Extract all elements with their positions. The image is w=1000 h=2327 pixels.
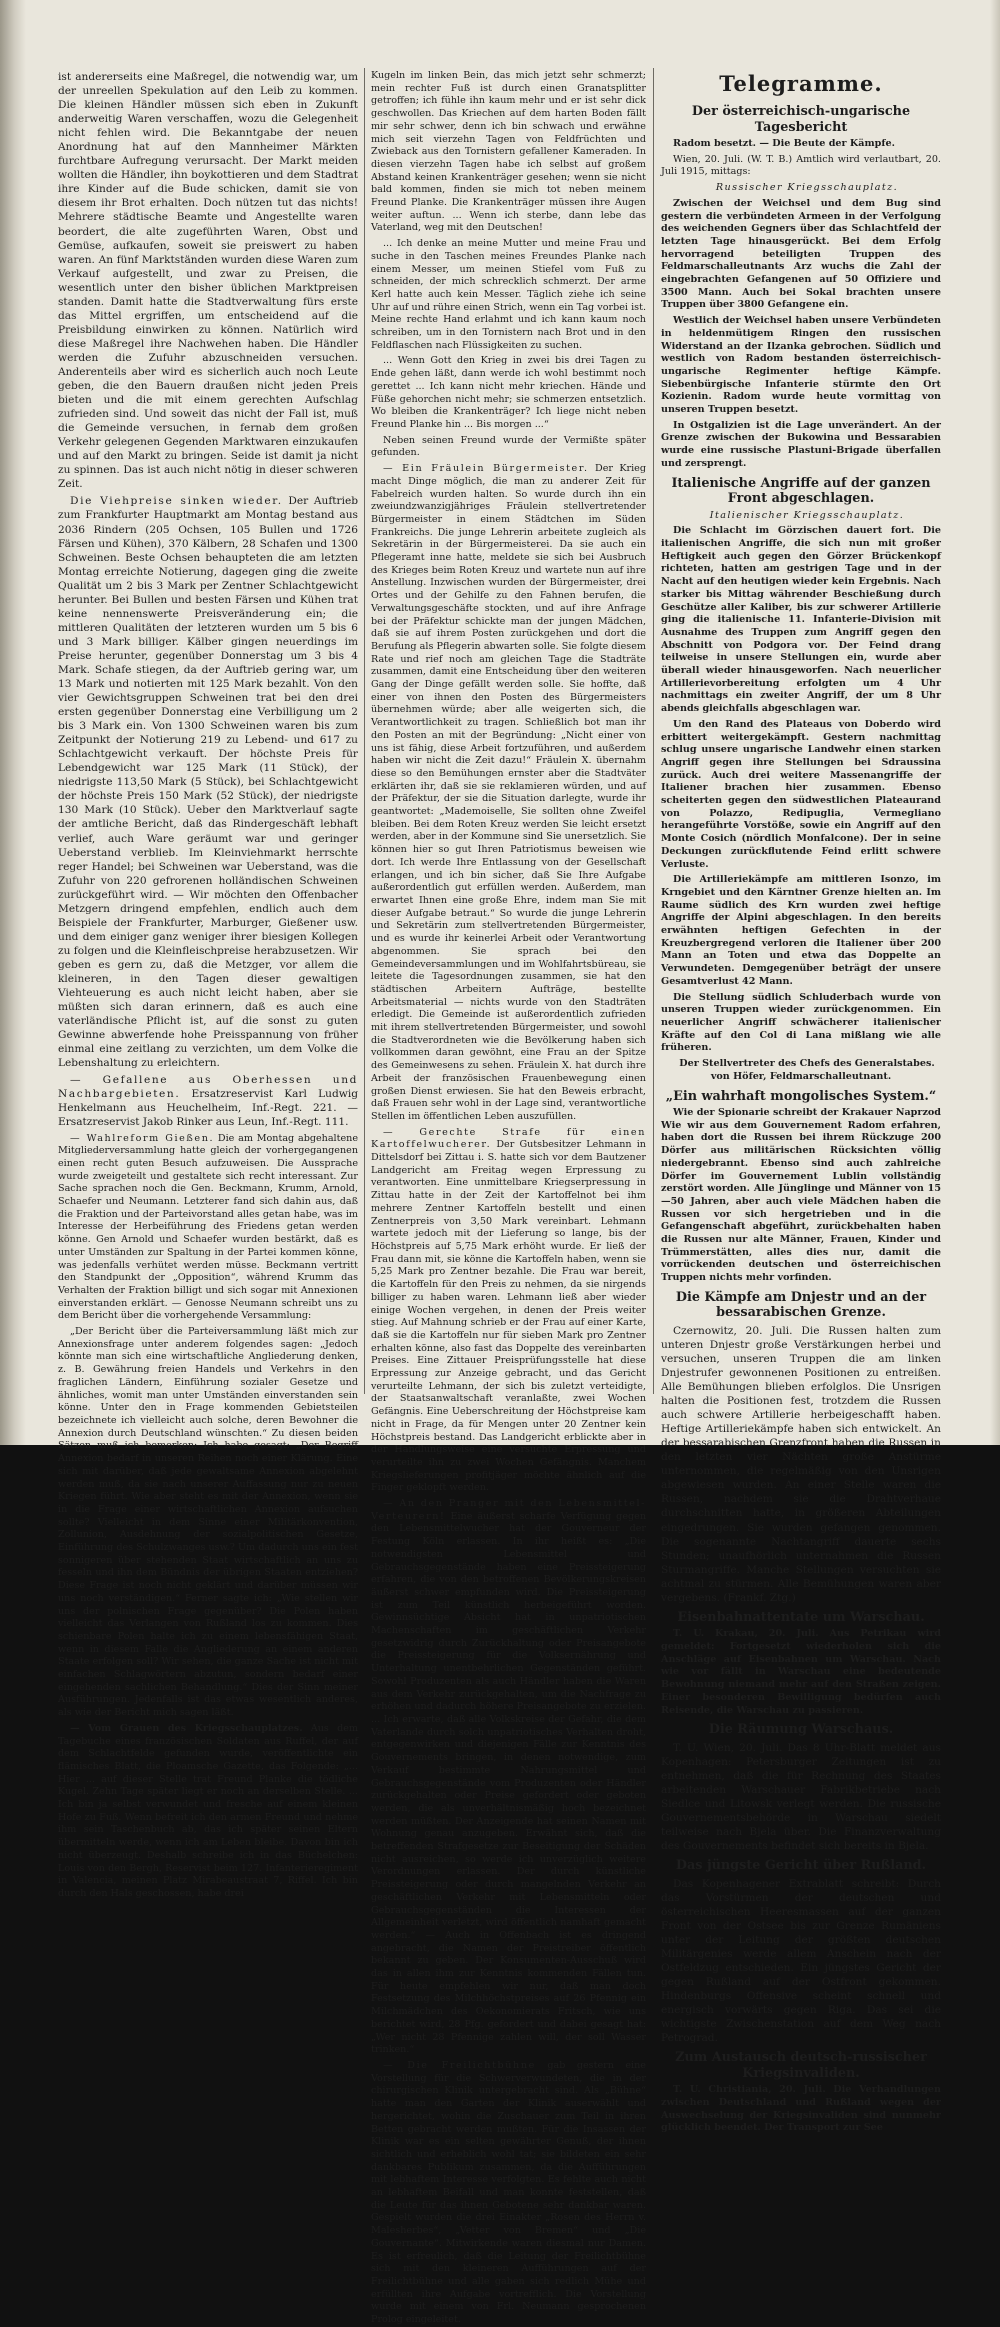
article-text: ... Wenn Gott den Krieg in zwei bis drei Tagen zu Ende gehen läßt, dann werde ich wohl bestimmt noch gerettet ... Ich kann nicht mehr kriechen. Hände und Füße gehorchen nicht mehr; sie schmerzen entsetzlich. Wo bleiben die Krankenträger? Ich liege nicht neben Freund Planke hin ... Bis morgen ...“ bbox=[371, 355, 646, 430]
article-text: Das Kopenhagener Extrablatt schreibt: Durch das Vorstürmen der deutschen und österreichischen Heeresmassen auf der ganzen Front von der Ostsee bis zur Grenze Rumäniens unter der Leitung der größten deutschen Militärgenies werde allem Anschein nach der Ostfeldzug entschieden. Ein jüngstes Gericht der gegen Rußland auf der Ostfront gekommen. Hindenburgs Offensive scheint schnell und energisch vorwärts gegen Riga. Das sei die wichtigste Zwischenstation auf dem Weg nach Petrograd. bbox=[661, 1877, 941, 2045]
article-kriegsschauplatz bbox=[58, 1723, 358, 1901]
article-text: Eine äußerst scharfe Verfügung gegen den Lebensmittelwucher hat der Gouverneur der Festung Köln erlassen. In ihr heißt es: „Die notwendigsten Lebensmittel und Gebrauchsgegenstände haben eine Preissteigerung erfahren, die von den betroffenen Bevölkerungskreisen äußerst schwer empfunden wird. Die Preissteigerung ist zum Teil künstlich herbeigeführt worden. Gewinnsüchtige Absicht hat in unpatriotischen Machenschaften im geschäftlichen Verkehr gesetzwidrig durch Zurückhaltung oder Preisangebote die Preissteigerung für die Volksernährung und Unterhaltung unentbehrlichen Gegenständen geführt. Sowohl Produzenten als auch Händler haben die Waren aus dem Verkehr zurückgehalten, um die Nachfrage zu erhöhen und dadurch höhere Preisangebote zu erzielen. ... Ich erwarte, daß alle Volkskreise der Gefahr, die dem Vaterlande durch solch unpatriotisches Verhalten droht, entgegenwirken und diejenigen Fälle zur Kenntnis des Gouvernements bringen, in denen notwendige, zum Verkauf bestimmte Nahrungsmittel und Gebrauchsgegenstände vom Produzenten oder Händler zurückgehalten oder Preise gefordert oder geboten werden, die als unverhältnismäßig hoch bezeichnet werden müßten. Der Anzeigende hat seinen Namen mit Wohnung genau anzugeben. Erwähnt sich, daß die betreffenden Strafgesetze zur Beseitigung der Schäden nicht ausreichen, so werde ich unverzüglich weitere Verordnungen erlassen. Der durch künstliche Preissteigerung oder durch mangelnden Verkehr an geschäftlichen Verkehr mit Lebensmitteln oder Gebrauchsgegenständen die Interessen der Allgemeinheit verletzt, wird öffentlich namhaft gemacht werden.“ — Auch in Offenbach ist es dringend angebracht, die Namen der Preistreiber öffentlich bekannt zu geben. Der Konsumenten-Ausschuß wird das in allen ihm zur Kenntnis kommenden Fällen tun. Für heute empfehlen wir nur, daß man doch Festsetzung des Milchhöchstpreises auf 26 Pfennig ein Milchmädchen des Oekonomierats Fritsch, wie uns berichtet wird, 28 Pfg. gefordert und dabei gesagt hat: „Wer nicht 28 Pfennige zahlen will, der soll Wasser trinken.“ bbox=[371, 1510, 646, 2056]
page-fold-shadow bbox=[0, 0, 26, 1445]
signature-line: Der Stellvertreter des Chefs des Generalstabes. von Höfer, Feldmarschalleutnant. bbox=[679, 1058, 935, 1082]
article-lead: — Gefallene aus Oberhessen und Nachbargebieten. bbox=[58, 1074, 358, 1101]
headline: Das jüngste Gericht über Rußland. bbox=[675, 1858, 927, 1874]
headline: Der österreichisch-ungarische Tagesbericht bbox=[691, 104, 911, 135]
article-text: Aus dem Tagebuche eines französischen Soldaten aus Ruffel, der auf dem Schlachtfelde gefunden wurde, veröffentlichte ein flämisches Blatt, die Ploamsche Gazette, das Folgende: „... Hier ... auf dieser Stelle trat Freund Planke die tödliche Kugel. Zehn Tage später liegt er noch an derselben Stelle. ... Ich bin ja selbst verwundet und fresche auf einem kleinen Hofe zu Fuß. Wenn befreit ich den armen Freund und nehme ihm sein Taschenbuch ab, das ich später seinen Eltern übermitteln werde, wenn ich am Leben bleibe. Davon bin ich nicht überzeugt. Deshalb schreibe ich in das Büchelchen: Louis von den Bergh, Reservist beim 127. Infanterieregiment in Valencia, meinen Platz Mirabeaustraat 7, Riffel. Ich bin durch den Hals geschossen, habe drei bbox=[58, 1722, 358, 1899]
article-text: ist andererseits eine Maßregel, die notwendig war, um der unreellen Spekulation auf den Leib zu kommen. Die kleinen Händler müssen sich eben in Zukunft anderweitig Waren verschaffen, wozu die Gelegenheit nicht fehlen wird. Die Bekanntgabe der neuen Anordnung hat auf den Mannheimer Märkten furchtbare Aufregung verursacht. Der Markt meiden wollten die Händler, ihn boykottieren und dem Stadtrat ihre Kinder auf die Bude schicken, damit sie von diesem ihr Brot erhalten. Doch nützen tut das nichts! Mehrere städtische Beamte und Angestellte waren beordert, die alte zugeführten Waren, Obst und Gemüse, aufkaufen, soweit sie preiswert zu haben waren. An fünf Marktständen wurden diese Waren zum Verkauf aufgestellt, und zwar zu Preisen, die wesentlich unter den bisher üblichen Marktpreisen standen. Damit hatte die Stadtverwaltung fürs erste das Mittel ergriffen, um entscheidend auf die Preisbildung einwirken zu können. Natürlich wird diese Maßregel ihre Nachwehen haben. Die Händler werden die Zufuhr abzuschneiden versuchen. Anderenteils aber wird es sicherlich auch noch Leute geben, die den Bauern draußen nicht jeden Preis bieten und die mit einem gerechten Aufschlag zufrieden sind. Und soweit das nicht der Fall ist, muß die Gemeinde versuchen, in fernab dem großen Verkehr gelegenen Gegenden Marktwaren einzukaufen und auf den Markt zu bringen. Seide ist damit ja nicht zu spinnen. Das ist auch nicht nötig in dieser schweren Zeit. bbox=[58, 71, 358, 491]
article-lead: — An den Pranger mit den Lebensmittel-Verteurern! bbox=[371, 1498, 646, 1522]
column-rule bbox=[364, 68, 365, 1394]
headline: Die Räumung Warschaus. bbox=[708, 1722, 894, 1738]
section-title: Telegramme. bbox=[719, 71, 883, 96]
article-text: Westlich der Weichsel haben unsere Verbündeten in heldenmütigem Ringen den russischen Widerstand an der Ilzanka gebrochen. Südlich und westlich von Radom bestanden österreichisch-ungarische Regimenter heftige Kämpfe. Siebenbürgische Infanterie stürmte den Ort Kozienin. Radom wurde heute vormittag von unseren Truppen besetzt. bbox=[661, 315, 941, 416]
article-lead: — Ein Fräulein Bürgermeister. bbox=[383, 463, 589, 475]
article-viehpreise bbox=[58, 494, 358, 1070]
section-subtitle: Russischer Kriegsschauplatz. bbox=[715, 182, 899, 194]
article-text: Kugeln im linken Bein, das mich jetzt sehr schmerzt; mein rechter Fuß ist durch einen Granatsplitter getroffen; ich fühle ihn kaum mehr und er ist sehr dick geschwollen. Das Kriechen auf dem harten Boden fällt mir sehr schwer, denn ich bin schwach und erwähne mich seit vierzehn Tagen von Feldfrüchten und Zwieback aus den Tornistern gefallener Kameraden. In diesen vierzehn Tagen habe ich selbst auf großem Abstand keinen Krankenträger gesehen; wenn sie nicht bald kommen, finden sie mich tot neben meinem Freund Planke. Die Krankenträger müssen ihre Augen weiter auftun. ... Wenn ich sterbe, dann lebe das Vaterland, weg mit den Deutschen! bbox=[371, 70, 646, 234]
article-freilichtbuehne bbox=[371, 2060, 646, 2327]
article-text: Ersatzreservist Karl Ludwig Henkelmann aus Heuchelheim, Inf.-Regt. 221. — Ersatzreservist Jakob Rinker aus Leun, Inf.-Regt. 111. bbox=[58, 1088, 358, 1129]
headline: Eisenbahnattentate um Warschau. bbox=[677, 1609, 925, 1625]
article-text: Die am Montag abgehaltene Mitgliederversammlung hatte gleich der vorhergegangenen einen recht guten Besuch aufzuweisen. Die Aussprache wurde zweigeteilt und gestaltete sich recht interessant. Zur Sache sprachen noch die Gen. Beckmann, Krumm, Arnold, Schaefer und Neumann. Letzterer fand sich dahin aus, daß die Fraktion und der Parteivorstand alles getan habe, was im Interesse der Herbeiführung des Friedens getan werden könne. Gen Arnold und Schaefer wurden bestärkt, daß es unter Umständen zur Spaltung in der Partei kommen könne, was jedenfalls verhütet werden müsse. Beckmann vertritt den Standpunkt der „Opposition“, während Krumm das Verhalten der Fraktion billigt und sich sogar mit Annexionen einverstanden erklärt. — Genosse Neumann schreibt uns zu dem Bericht über die vorhergehende Versammlung: bbox=[58, 1132, 359, 1322]
article-text: Wie der Spionarie schreibt der Krakauer Naprzod Wie wir aus dem Gouvernement Radom erfahren, haben dort die Russen bei ihrem Rückzuge 200 Dörfer aus militärischen Rücksichten völlig niedergebrannt. Ebenso sind auch zahlreiche Dörfer im Gouvernement Lublin vollständig zerstört worden. Alle Jünglinge und Männer von 15—50 Jahren, aber auch viele Mädchen haben die Russen vor sich hergetrieben und in die Gefangenschaft abgeführt, zurückbehalten haben die Russen nur alte Männer, Frauen, Kinder und Trümmerstätten, alles dies nur, damit die vorrückenden deutschen und österreichischen Truppen nichts mehr vorfinden. bbox=[661, 1107, 941, 1284]
headline: Zum Austausch deutsch-russischer Kriegsinvaliden. bbox=[675, 2050, 927, 2081]
headline: Die Kämpfe am Dnjestr und an der bessarabischen Grenze. bbox=[675, 1289, 927, 1321]
article-text: Der Auftrieb zum Frankfurter Hauptmarkt am Montag bestand aus 2036 Rindern (205 Ochsen, 105 Bullen und 1726 Färsen und Kühen), 370 Kälbern, 28 Schafen und 1300 Schweinen. Beste Ochsen behaupteten die am letzten Montag erreichte Notierung, dagegen ging die zweite Qualität um 2 bis 3 Mark per Zentner Schlachtgewicht herunter. Bei Bullen und besten Färsen und Kühen trat keine nennenswerte Preisveränderung ein; die mittleren Qualitäten der letzteren wurden um 5 bis 6 und 3 Mark billiger. Kälber gingen neuerdings im Preise herunter, gegenüber Donnerstag um 3 bis 4 Mark. Schafe stiegen, da der Auftrieb gering war, um 13 Mark und notierten mit 125 Mark bezahlt. Von den vier Gewichtsgruppen Schweinen trat bei den drei ersten gegenüber Donnerstag eine Verbilligung um 2 bis 3 Mark ein. Von 1300 Schweinen waren bis zum Zeitpunkt der Notierung 219 zu Lebend- und 617 zu Schlachtgewicht verkauft. Der höchste Preis für Lebendgewicht war 125 Mark (11 Stück), der niedrigste 113,50 Mark (5 Stück), bei Schlachtgewicht der höchste Preis 150 Mark (52 Stück), der niedrigste 130 Mark (10 Stück). Ueber den Marktverlauf sagte der amtliche Bericht, daß das Rindergeschäft lebhaft verlief, auch Ware geräumt war und geringer Ueberstand verblieb. Im Kleinviehmarkt herrschte reger Handel; bei Schweinen war Ueberstand, was die Zufuhr von 220 gefrorenen holländischen Schweinen zurückgeführt wird. — Wir möchten den Offenbacher Metzgern dringend empfehlen, endlich auch dem Beispiele der Frankfurter, Marburger, Gießener usw. und dem einiger ganz weniger ihrer biesigen Kollegen zu folgen und die Kleinfleischpreise herabzusetzen. Wir geben es gern zu, daß die Metzger, vor allem die kleineren, in den Tagen dieser gewaltigen Viehteuerung es auch nicht leicht haben, aber sie müßten sich daran erinnern, daß es auch eine vaterländische Pflicht ist, auf die sonst zu guten Gewinne abwerfende hohe Preisspannung von früher einmal eine zeitlang zu verzichten, um dem Volke die Lebenshaltung zu erleichtern. bbox=[58, 495, 359, 1070]
article-text: T. U. Christiania, 20. Juli. Die Verhandlungen zwischen Deutschland und Rußland wegen der Auswechselung der Kriegsinvaliden sind nunmehr glücklich beendet. Der Transport zur See bbox=[661, 2084, 941, 2134]
article-lead: — Vom Grauen des Kriegsschauplatzes. bbox=[70, 1722, 303, 1734]
article-buergermeister bbox=[371, 463, 646, 1124]
headline: Italienische Angriffe auf der ganzen Front abgeschlagen. bbox=[671, 475, 931, 507]
article-text: „Der Bericht über die Parteiversammlung läßt mich zur Annexionsfrage unter anderem folgendes sagen: „Jedoch könnte man sich eine wirtschaftliche Angliederung denken, z. B. Gewährung freien Handels und Verkehrs in den fraglichen Ländern, Einführung sozialer Gesetze und ähnliches, womit man unter Umständen einverstanden sein könne. Unter den in Frage kommenden Gebietsteilen bezeichnete ich vielleicht auch solche, deren Bewohner die Annexion durch Deutschland wünschten.“ Zu diesen beiden Sätzen muß ich bemerken: Ich habe gesagt: „Der Begriff Annexion bedarf in unseren Reihen noch einer Klärung. Eine sich mit darüber, daß jede gewaltsame Annexion abgelehnt werden muß, da sie nach unserer Auffassung nur zu neuen Kriegen führt. Wie aber steht es mit der Annexion, wenn sie in die Frage einer wirtschaftlichen Annexion aufsuchen sollte? Vielleicht in dem Sinne einer Militärkonvention, Zollunion, Ausdehnung der sozialpolitischen Gesetze, Einführung des Schulzwanges usw.? Um dadurch uns ein fest sonnigeren über stehenden Staat wirtschaftlich an uns zu fesseln und ihn dem Bündnis der übrigen Staaten entziehen? Diese Frage ist noch nicht geklärt und darüber müssen wir uns noch verständigen.“ Ferner sagte ich: „Wie stellen wir uns der polnischen Frage gegenüber? Die Polen haben vielleicht das Verlangen von Rußland los zu kommen. Dies schienbare Polen halte ich zu einem lebensfähigen Staat, wenn in diesem Falle die Angliederung an einem anderen Staate erfolgen soll? Wir sehen, die ganze Sache ist nicht mit einfachen Schlagwörtern abzutun, sondern bedarf einer eingehenden sachlichen Behandlung.“ Dies der Sinn meiner Ausführungen. Jedenfalls ist das etwas wesentlich anderes, als wie der Bericht mich sagen läßt. bbox=[58, 1326, 358, 1719]
headline: „Ein wahrhaft mongolisches System.“ bbox=[665, 1088, 937, 1104]
article-pranger bbox=[371, 1498, 646, 2057]
article-text: ... Ich denke an meine Mutter und meine Frau und suche in den Taschen meines Freundes Planke nach einem Messer, um meinen Stiefel vom Fuß zu schneiden, der mich schrecklich schmerzt. Der arme Kerl hatte auch kein Messer. Täglich ziehe ich seine Uhr auf und rühre einen Strich, wenn ein Tag vorbei ist. Meine rechte Hand erlahmt und ich kann kaum noch schreiben, um in den Tornistern nach Brot und in den Feldflaschen nach Flüssigkeiten zu suchen. bbox=[371, 238, 646, 351]
dateline: Wien, 20. Juli. (W. T. B.) Amtlich wird verlautbart, 20. Juli 1915, mittags: bbox=[661, 153, 941, 178]
article-text: Die Stellung südlich Schluderbach wurde von unseren Truppen wieder zurückgenommen. Ein neuerlicher Angriff schwächerer italienischer Kräfte auf den Col di Lana mißlang wie alle früheren. bbox=[661, 991, 941, 1054]
column-middle bbox=[371, 70, 646, 2326]
article-text: In Ostgalizien ist die Lage unverändert. An der Grenze zwischen der Bukowina und Bessarabien wurde eine russische Plastuni-Brigade überfallen und zersprengt. bbox=[661, 419, 941, 469]
article-kartoffelwucherer bbox=[371, 1127, 646, 1495]
article-text: Der Krieg macht Dinge möglich, die man zu anderer Zeit für Fabelreich wurden halten. So wurde durch ihn ein zweiundzwanzigjähriges Fräulein stellvertretender Bürgermeister in einem Städtchen im Süden Frankreichs. Die junge Lehrerin arbeitete zugleich als Sekretärin in der Bürgermeisterei. Da sie auch ein Pflegeramt inne hatte, meldete sie sich bei Ausbruch des Krieges beim Roten Kreuz und wartete nun auf ihre Anstellung. Inzwischen wurden der Bürgermeister, drei Ortes und der Gehilfe zu den Fahnen berufen, die Verwaltungsgeschäfte stockten, und auf ihre Anfrage bei der Präfektur schickte man der jungen Mädchen, daß sie auf ihrem Posten zurückgehen und dort die Berufung als Pflegerin abwarten solle. Sie folgte diesem Rate und rief noch am gleichen Tage die Stadträte zusammen, damit eine Entscheidung über den weiteren Gang der Dinge gefällt werden solle. Sie hoffte, daß einer von ihnen den Posten des Bürgermeisters übernehmen würde; aber alle weigerten sich, die Verantwortlichkeit zu tragen. Schließlich bot man ihr den Posten an mit der Begründung: „Nicht einer von uns ist fähig, diese Arbeit fortzuführen, und außerdem haben wir nicht die Zeit dazu!“ Fräulein X. übernahm diese so den Bemühungen ernster aber die Stadtväter erklärten ihr, daß sie sie reklamieren würden, und auf der Präfektur, der sie die Situation darlegte, wurde ihr geantwortet: „Mademoiselle, Sie sollten ohne Zweifel bleiben. Bei dem Roten Kreuz werden Sie leicht ersetzt werden, aber in der Kommune sind Sie unersetzlich. Sie können hier so gut Ihren Patriotismus beweisen wie dort. Ich werde Ihre Entlassung von der Gesellschaft erlangen, und ich bin sicher, daß Sie Ihre Aufgabe außerordentlich gut erfüllen werden. Außerdem, man erwartet Ihnen eine große Ehre, indem man Sie mit dieser Aufgabe betraut.“ So wurde die junge Lehrerin und Sekretärin zum stellvertretenden Bürgermeister, und es wurde ihr keinerlei Arbeit oder Verantwortung abgenommen. Sie sprach bei den Gemeindeversammlungen und im Wohlfahrtsbüreau, sie leitete die Tagesordnungen zusammen, sie hat den städtischen Arbeitern Aufträge, bestellte Arbeitsmaterial — nichts wurde von den Stadträten erledigt. Die Gemeinde ist außerordentlich zufrieden mit ihrem stellvertretenden Bürgermeister, und sowohl die Stadtverordneten wie die Bevölkerung haben sich vollkommen daran gewöhnt, eine Frau an der Spitze des Gemeinwesens zu sehen. Fräulein X. hat durch ihre Arbeit der französischen Frauenbewegung einen großen Dienst erwiesen. Sie hat den Beweis erbracht, daß Frauen sehr wohl in der Lage sind, verantwortliche Stellen im öffentlichen Leben auszufüllen. bbox=[371, 463, 646, 1122]
article-lead: Die Viehpreise sinken wieder. bbox=[70, 495, 283, 508]
article-text: T. U. Wien, 20. Juli. Das 8 Uhr-Blatt meldet aus Kopenhagen: Petersburger Zeitungen ist zu entnehmen, daß die für Rechnung des Staates arbeitenden Warschauer Fabrikbetriebe nach Siedlce und Litowsk verlegt werden. Die russische Gouvernementsbehörde in Warschau siedelt teilweise nach Bjela über. Die Finanzverwaltung des Gouvernements befindet sich bereits in Bjela. bbox=[661, 1741, 941, 1853]
article-text: Czernowitz, 20. Juli. Die Russen halten zum unteren Dnjestr große Verstärkungen herbei und versuchen, unseren Truppen die am linken Dnjestrufer gewonnenen Positionen zu entreißen. Alle Bemühungen blieben erfolglos. Die Unsrigen halten die Positionen fest, trotzdem die Russen auch schwere Artillerie herbeigeschafft haben. Heftige Artilleriekämpfe haben sich entwickelt. An der bessarabischen Grenzfront haben die Russen in den letzten vier Nächten große Anstürme unternommen, die regelmäßig von den Unsrigen abgewiesen wurden. An einer Stelle waren die Russen, nachdem sie die Drahtverhaue durchschnitten hatte, in größeren Abteilungen eingedrungen. Sie wurden gefangen genommen. Die sogenannte Nachtangriff dauerte sechs Stunden; unaufhörlich unternahmen die Russen Sturmangriffe. Manche Stellungen versuchten sie achtmal zu stürmen. Alle Bemühungen waren aber vergebens. (Frankf. Ztg.) bbox=[661, 1324, 941, 1604]
article-lead: — Die Freilichtbühne bbox=[383, 2059, 536, 2071]
article-text: Neben seinen Freund wurde der Vermißte später gefunden. bbox=[371, 434, 646, 459]
article-text: Der Gutsbesitzer Lehmann in Dittelsdorf bei Zittau i. S. hatte sich vor dem Bautzener Landgericht am Freitag wegen Erpressung zu verantworten. Eine unmittelbare Kriegserpressung in Zittau hatte in der Zeit der Kartoffelnot bei ihm mehrere Zentner Kartoffeln bestellt und einen Zentnerpreis von 3,50 Mark vereinbart. Lehmann wartete jedoch mit der Lieferung so lange, bis der Höchstpreis auf 5,75 Mark erhöht wurde. Er ließ der Frau dann mit, sie könne die Kartoffeln haben, wenn sie 5,25 Mark pro Zentner bezahle. Die Frau war bereit, die Kartoffeln für den Preis zu nehmen, da sie nirgends billiger zu haben waren. Lehmann ließ aber wieder einige Wochen vergehen, in denen der Preis weiter stieg. Auf Mahnung schrieb er der Frau auf einer Karte, daß sie die Kartoffeln nur für sieben Mark pro Zentner erhalten könne, also fast das Doppelte des vereinbarten Preises. Eine Zittauer Preisprüfungsstelle hat diese Erpressung zur Anzeige gebracht, und das Gericht verurteilte Lehmann, der sich bis zuletzt verteidigte, der Staatsanwaltschaft veranlaßte, zwei Wochen Gefängnis. Eine Ueberschreitung der Höchstpreise kam nicht in Frage, da für Mengen unter 20 Zentner kein Höchstpreis bestand. Das Landgericht erblickte aber in der Handlungsweise eine versuchte Erpressung und verurteilte ihn zu zwei Wochen Gefängnis. Manchem Kriegslieferungen profitjäger möchte ähnlich auf die Finger geklopft werden. bbox=[371, 1139, 646, 1494]
section-subtitle: Italienischer Kriegsschauplatz. bbox=[709, 509, 905, 521]
article-gefallene bbox=[58, 1073, 358, 1129]
article-lead: — Wahlreform Gießen. bbox=[70, 1132, 215, 1144]
article-lead: — Gerechte Strafe für einen Kartoffelwucherer. bbox=[371, 1126, 646, 1151]
subheadline: Radom besetzt. — Die Beute der Kämpfe. bbox=[673, 138, 895, 149]
column-rule bbox=[653, 68, 654, 1394]
page-edge bbox=[990, 0, 1000, 1445]
article-wahlreform bbox=[58, 1133, 358, 1324]
article-text: Um den Rand des Plateaus von Doberdo wird erbittert weitergekämpft. Gestern nachmittag schlug unsere ungarische Landwehr einen starken Angriff gegen ihre Stellungen bei Sdraussina zurück. Auch drei weitere Massenangriffe der Italiener brachen hier zusammen. Ebenso scheiterten gegen den südwestlichen Plateaurand von Polazzo, Redipuglia, Vermegliano herangeführte Vorstöße, sowie ein Angriff auf den Monte Cosich (nördlich Monfalcone). Der in seine Deckungen zurückflutende Feind erlitt schwere Verluste. bbox=[661, 718, 941, 870]
article-text: Zwischen der Weichsel und dem Bug sind gestern die verbündeten Armeen in der Verfolgung des weichenden Gegners über das Schlachtfeld der letzten Tage hinausgerückt. Bei dem Erfolg hervorragend beteiligten Truppen des Feldmarschalleutnants Arz wuchs die Zahl der eingebrachten Gefangenen auf 50 Offiziere und 3500 Mann. Auch bei Sokal brachten unsere Truppen über 3800 Gefangene ein. bbox=[661, 197, 941, 311]
column-left bbox=[58, 70, 359, 1899]
article-text: gab gestern eine Vorstellung für die Schwerverwundeten, die in der chirurgischen Klinik untergebracht sind. Als „Bühne“ hatte man den Garten der Klinik auserwählt und hergerichtet, wohin die Zuschauer zum Teil in ihren Betten gebracht werden mußten. Für die Insassen der Klinik war es ein selten gewährter Genuß, der ihnen sichtlich und erheblich wohl tat; sie bildeten ein sehr dankbares Publikum zusammen, da die Aufführungen mit lebhaftem Interesse verfolgten. Es fehlte auch nicht an lebhaftem Beifall und man konnte feststellen, daß die Leute für das ihnen Gebotene sehr dankbar waren. Gespielt wurden die drei Einakter „Rosen des Herrn v. Malesherbes“, „Vetter von Bremen“ und „Die Gouvernante“. Mitwirkende waren diesmal nur Damen. Es ist erfreulich, daß die Leitung der Freilichtbühne sich mit den kleineren Aufführungen auf der Freilichtbühne und alle gaben sich redlich Mühe und erfüllten ihre Aufgabe vortrefflich. Die Vorstellung wurde mit einem von Frl. Neumann gesprochenen Prolog eingeleitet. bbox=[371, 2059, 646, 2326]
article-text: Die Schlacht im Görzischen dauert fort. Die italienischen Angriffe, die sich nun mit großer Heftigkeit auch gegen den Görzer Brückenkopf richteten, hatten am gestrigen Tage und in der Nacht auf den heutigen wieder kein Ergebnis. Nach starker bis Mittag währender Beschießung durch Geschütze aller Kaliber, bis zur schwerer Artillerie ging die italienische 11. Infanterie-Division mit Ausnahme des Truppen zum Angriff gegen den Abschnitt von Podgora vor. Der Feind drang teilweise in unsere Stellungen ein, wurde aber überall wieder hinausgeworfen. Nach neuerlicher Artillerievorbereitung erfolgten um 4 Uhr nachmittags ein zweiter Angriff, der um 8 Uhr abends gleichfalls abgeschlagen war. bbox=[661, 525, 941, 715]
article-text: Die Artilleriekämpfe am mittleren Isonzo, im Krngebiet und den Kärntner Grenze hielten an. Im Raume südlich des Krn wurden zwei heftige Angriffe der Alpini abgeschlagen. In den bereits erwähnten heftigen Gefechten in der Kreuzbergregend verloren die Italiener über 200 Mann an Toten und etwa das Doppelte an Verwundeten. Demgegenüber beträgt der unsere Gesamtverlust 42 Mann. bbox=[661, 874, 941, 987]
article-text: T. U. Krakau, 20. Juli. Aus Petrikau wird gemeldet: Fortgesetzt wiederholen sich die Anschläge auf Eisenbahnen um Warschau. Nach wie vor fällt in Warschau eine bedeutende Bewohnung niemand mehr auf den Straßen zeigen. Einer besonderen Bewilligung bedürfen auch Reisende, die Warschau zu passieren. bbox=[661, 1628, 941, 1716]
column-right bbox=[661, 70, 941, 2134]
